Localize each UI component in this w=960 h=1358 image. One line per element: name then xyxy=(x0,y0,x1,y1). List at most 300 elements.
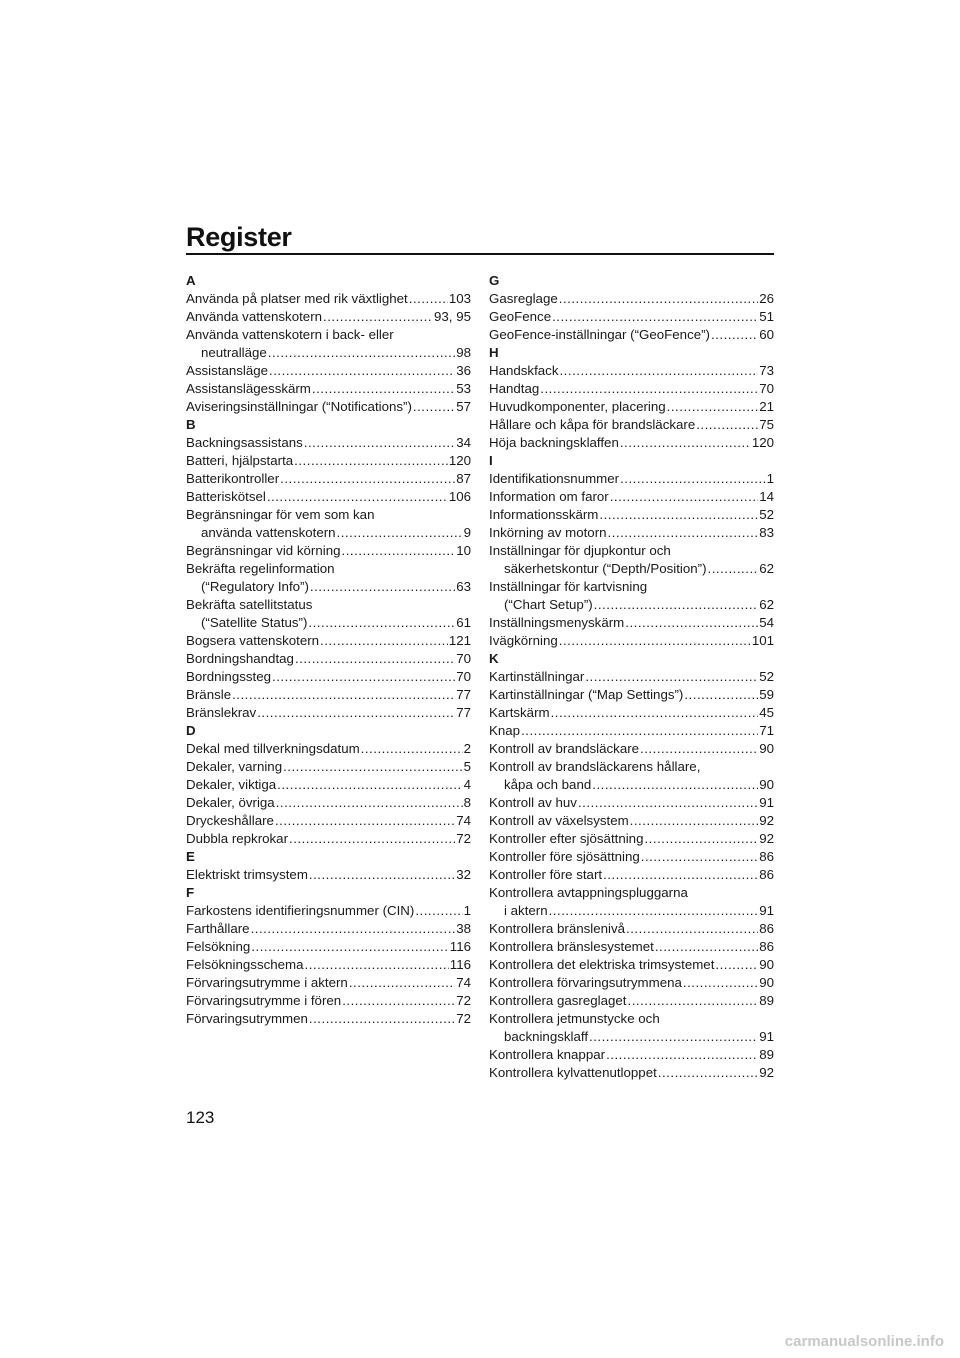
entry-term: Assistanslägesskärm xyxy=(186,381,311,396)
entry-page-ref: 86 xyxy=(759,849,774,864)
index-entry xyxy=(489,542,774,578)
dot-leader xyxy=(276,794,463,812)
entry-page-ref: 72 xyxy=(456,993,471,1008)
entry-page-ref: 70 xyxy=(456,669,471,684)
entry-term: Dryckeshållare xyxy=(186,813,274,828)
dot-leader xyxy=(608,524,759,542)
dot-leader xyxy=(268,344,455,362)
index-entry xyxy=(489,614,774,632)
entry-page-ref: 116 xyxy=(449,957,471,972)
entry-page-ref: 36 xyxy=(456,363,471,378)
index-entry xyxy=(489,290,774,308)
index-entry xyxy=(186,668,471,686)
entry-page-ref: 59 xyxy=(759,687,774,702)
dot-leader xyxy=(578,794,758,812)
index-entry xyxy=(489,848,774,866)
entry-term: Inställningar för djupkontur och xyxy=(489,543,671,558)
entry-term: Bordningshandtag xyxy=(186,651,294,666)
entry-term: Dekaler, övriga xyxy=(186,795,275,810)
dot-leader xyxy=(521,722,758,740)
entry-term: Bekräfta regelinformation xyxy=(186,561,335,576)
index-entry xyxy=(186,974,471,992)
dot-leader xyxy=(628,992,759,1010)
index-entry xyxy=(489,632,774,650)
section-letter: H xyxy=(489,345,499,360)
entry-term: backningsklaff xyxy=(504,1029,589,1044)
entry-page-ref: 21 xyxy=(759,399,774,414)
dot-leader xyxy=(309,866,455,884)
entry-page-ref: 87 xyxy=(456,471,471,486)
entry-term: Bordningssteg xyxy=(186,669,272,684)
index-entry xyxy=(489,398,774,416)
dot-leader xyxy=(283,758,463,776)
entry-term: Handskfack xyxy=(489,363,559,378)
entry-term: använda vattenskotern xyxy=(201,525,336,540)
dot-leader xyxy=(641,848,758,866)
entry-page-ref: 89 xyxy=(759,993,774,1008)
entry-term: Kontrollera förvaringsutrymmena xyxy=(489,975,682,990)
dot-leader xyxy=(257,704,455,722)
entry-page-ref: 90 xyxy=(759,777,774,792)
entry-page-ref: 92 xyxy=(759,1065,774,1080)
section-letter: F xyxy=(186,885,195,900)
index-entry xyxy=(489,722,774,740)
entry-term: Handtag xyxy=(489,381,540,396)
index-entry xyxy=(489,992,774,1010)
entry-page-ref: 121 xyxy=(448,633,471,648)
entry-term: Identifikationsnummer xyxy=(489,471,620,486)
entry-page-ref: 71 xyxy=(759,723,774,738)
dot-leader xyxy=(323,308,433,326)
dot-leader xyxy=(603,866,758,884)
index-entry xyxy=(489,416,774,434)
entry-page-ref: 62 xyxy=(759,597,774,612)
dot-leader xyxy=(337,524,463,542)
index-entry xyxy=(186,650,471,668)
entry-page-ref: 72 xyxy=(456,1011,471,1026)
index-entry xyxy=(186,992,471,1010)
entry-page-ref: 72 xyxy=(456,831,471,846)
index-entry xyxy=(489,488,774,506)
entry-term: Inställningsmenyskärm xyxy=(489,615,625,630)
index-entry xyxy=(489,326,774,344)
entry-page-ref: 90 xyxy=(759,957,774,972)
entry-page-ref: 10 xyxy=(456,543,471,558)
dot-leader xyxy=(251,938,448,956)
index-entry xyxy=(186,308,471,326)
entry-page-ref: 86 xyxy=(759,921,774,936)
index-entry xyxy=(186,794,471,812)
section-letter: K xyxy=(489,651,499,666)
entry-page-ref: 57 xyxy=(456,399,471,414)
entry-term: Farkostens identifieringsnummer (CIN) xyxy=(186,903,415,918)
entry-page-ref: 116 xyxy=(449,939,471,954)
index-entry xyxy=(489,506,774,524)
index-entry xyxy=(489,578,774,614)
entry-term: Använda på platser med rik växtlighet xyxy=(186,291,408,306)
dot-leader xyxy=(308,614,455,632)
entry-term: Bränslekrav xyxy=(186,705,257,720)
entry-term: Dekaler, varning xyxy=(186,759,283,774)
dot-leader xyxy=(610,488,758,506)
index-entry xyxy=(489,830,774,848)
entry-page-ref: 62 xyxy=(759,561,774,576)
dot-leader xyxy=(620,470,766,488)
index-entry xyxy=(186,398,471,416)
title-rule xyxy=(186,253,774,255)
dot-leader xyxy=(683,974,758,992)
index-entry xyxy=(186,632,471,650)
entry-term: säkerhetskontur (“Depth/Position”) xyxy=(504,561,707,576)
section-letter: I xyxy=(489,453,493,468)
index-entry xyxy=(186,434,471,452)
entry-page-ref: 86 xyxy=(759,939,774,954)
index-entry xyxy=(489,380,774,398)
entry-term: Kontrollera bränslenivå xyxy=(489,921,626,936)
dot-leader xyxy=(551,704,759,722)
entry-term: Dubbla repkrokar xyxy=(186,831,288,846)
dot-leader xyxy=(540,380,758,398)
entry-term: Bekräfta satellitstatus xyxy=(186,597,313,612)
entry-page-ref: 1 xyxy=(463,903,471,918)
dot-leader xyxy=(640,740,758,758)
entry-page-ref: 74 xyxy=(456,975,471,990)
entry-term: Kontroll av huv xyxy=(489,795,577,810)
entry-page-ref: 4 xyxy=(463,777,471,792)
dot-leader xyxy=(715,956,758,974)
index-entry xyxy=(489,1064,774,1082)
entry-term: Begränsningar vid körning xyxy=(186,543,341,558)
dot-leader xyxy=(309,1010,455,1028)
entry-term: Huvudkomponenter, placering xyxy=(489,399,666,414)
entry-term: Dekal med tillverkningsdatum xyxy=(186,741,360,756)
entry-term: Aviseringsinställningar (“Notifications”) xyxy=(186,399,412,414)
entry-page-ref: 2 xyxy=(463,741,471,756)
dot-leader xyxy=(626,920,758,938)
entry-term: Kontroll av brandsläckarens hållare, xyxy=(489,759,701,774)
entry-term: Inställningar för kartvisning xyxy=(489,579,648,594)
dot-leader xyxy=(667,398,759,416)
entry-term: Kontrollera bränslesystemet xyxy=(489,939,654,954)
entry-term: Kontroll av växelsystem xyxy=(489,813,629,828)
entry-term: Informationsskärm xyxy=(489,507,599,522)
entry-term: Batteriskötsel xyxy=(186,489,266,504)
entry-term: Kontrollera det elektriska trimsystemet xyxy=(489,957,715,972)
dot-leader xyxy=(320,632,448,650)
dot-leader xyxy=(684,686,758,704)
section-letter: E xyxy=(186,849,195,864)
dot-leader xyxy=(289,830,455,848)
entry-page-ref: 70 xyxy=(456,651,471,666)
entry-page-ref: 34 xyxy=(456,435,471,450)
index-entry xyxy=(489,866,774,884)
entry-term: Använda vattenskotern i back- eller xyxy=(186,327,394,342)
entry-page-ref: 120 xyxy=(751,435,774,450)
index-entry xyxy=(489,884,774,920)
entry-page-ref: 89 xyxy=(759,1047,774,1062)
entry-page-ref: 93, 95 xyxy=(434,309,471,324)
entry-page-ref: 92 xyxy=(759,813,774,828)
index-entry xyxy=(186,866,471,884)
index-entry xyxy=(186,956,471,974)
entry-page-ref: 86 xyxy=(759,867,774,882)
dot-leader xyxy=(409,290,448,308)
entry-page-ref: 106 xyxy=(448,489,471,504)
entry-page-ref: 9 xyxy=(463,525,471,540)
entry-term: Kontroller före sjösättning xyxy=(489,849,640,864)
entry-term: Kartinställningar xyxy=(489,669,585,684)
dot-leader xyxy=(644,830,758,848)
entry-term: Förvaringsutrymme i fören xyxy=(186,993,342,1008)
entry-term: i aktern xyxy=(504,903,548,918)
index-entry xyxy=(489,956,774,974)
entry-page-ref: 61 xyxy=(456,615,471,630)
entry-page-ref: 32 xyxy=(456,867,471,882)
dot-leader xyxy=(708,560,759,578)
index-entry xyxy=(186,542,471,560)
index-entry xyxy=(489,704,774,722)
entry-page-ref: 8 xyxy=(463,795,471,810)
entry-term: Kartskärm xyxy=(489,705,550,720)
index-entry xyxy=(186,776,471,794)
entry-page-ref: 77 xyxy=(456,705,471,720)
index-entry xyxy=(186,380,471,398)
entry-term: Använda vattenskotern xyxy=(186,309,323,324)
section-letter: B xyxy=(186,417,196,432)
index-entry xyxy=(489,668,774,686)
dot-leader xyxy=(304,434,455,452)
dot-leader xyxy=(275,812,455,830)
index-entry xyxy=(489,434,774,452)
index-entry xyxy=(489,1046,774,1064)
index-entry xyxy=(186,596,471,632)
entry-page-ref: 26 xyxy=(759,291,774,306)
entry-term: Backningsassistans xyxy=(186,435,303,450)
index-entry xyxy=(186,830,471,848)
entry-page-ref: 90 xyxy=(759,975,774,990)
entry-page-ref: 91 xyxy=(759,795,774,810)
entry-page-ref: 45 xyxy=(759,705,774,720)
dot-leader xyxy=(592,776,758,794)
section-letter: A xyxy=(186,273,196,288)
entry-term: kåpa och band xyxy=(504,777,592,792)
entry-term: GeoFence-inställningar (“GeoFence”) xyxy=(489,327,710,342)
entry-page-ref: 63 xyxy=(456,579,471,594)
entry-page-ref: 74 xyxy=(456,813,471,828)
section-letter: D xyxy=(186,723,196,738)
entry-page-ref: 77 xyxy=(456,687,471,702)
index-entry xyxy=(186,920,471,938)
index-entry xyxy=(186,938,471,956)
index-entry xyxy=(186,506,471,542)
index-entry xyxy=(489,686,774,704)
index-entry xyxy=(186,902,471,920)
dot-leader xyxy=(549,902,759,920)
dot-leader xyxy=(312,380,455,398)
index-entry xyxy=(186,704,471,722)
dot-leader xyxy=(559,632,751,650)
entry-page-ref: 91 xyxy=(759,1029,774,1044)
index-entry xyxy=(186,758,471,776)
index-entry xyxy=(186,362,471,380)
entry-term: Förvaringsutrymme i aktern xyxy=(186,975,348,990)
index-entry xyxy=(489,794,774,812)
entry-term: Dekaler, viktiga xyxy=(186,777,277,792)
index-entry xyxy=(186,290,471,308)
entry-term: (“Chart Setup”) xyxy=(504,597,593,612)
index-entry xyxy=(186,470,471,488)
entry-term: Kartinställningar (“Map Settings”) xyxy=(489,687,684,702)
dot-leader xyxy=(269,362,455,380)
entry-page-ref: 70 xyxy=(759,381,774,396)
index-entry xyxy=(489,758,774,794)
index-entry xyxy=(489,740,774,758)
entry-term: Kontroller före start xyxy=(489,867,603,882)
entry-page-ref: 51 xyxy=(759,309,774,324)
dot-leader xyxy=(630,812,759,830)
index-entry xyxy=(489,812,774,830)
entry-page-ref: 75 xyxy=(759,417,774,432)
entry-page-ref: 98 xyxy=(456,345,471,360)
dot-leader xyxy=(599,506,758,524)
entry-page-ref: 52 xyxy=(759,669,774,684)
dot-leader xyxy=(585,668,758,686)
entry-page-ref: 5 xyxy=(463,759,471,774)
dot-leader xyxy=(413,398,455,416)
index-entry xyxy=(186,560,471,596)
entry-term: Gasreglage xyxy=(489,291,558,306)
dot-leader xyxy=(280,470,455,488)
index-entry xyxy=(186,326,471,362)
entry-term: Kontroller efter sjösättning xyxy=(489,831,644,846)
dot-leader xyxy=(620,434,751,452)
index-entry xyxy=(186,488,471,506)
dot-leader xyxy=(559,362,758,380)
entry-page-ref: 53 xyxy=(456,381,471,396)
entry-term: Felsökningsschema xyxy=(186,957,304,972)
dot-leader xyxy=(267,488,448,506)
index-entry xyxy=(489,524,774,542)
entry-term: Kontrollera gasreglaget xyxy=(489,993,627,1008)
dot-leader xyxy=(342,542,456,560)
entry-term: Kontroll av brandsläckare xyxy=(489,741,640,756)
entry-term: Elektriskt trimsystem xyxy=(186,867,308,882)
entry-term: Förvaringsutrymmen xyxy=(186,1011,308,1026)
entry-term: Kontrollera jetmunstycke och xyxy=(489,1011,660,1026)
dot-leader xyxy=(232,686,455,704)
entry-term: Hållare och kåpa för brandsläckare xyxy=(489,417,696,432)
entry-term: Information om faror xyxy=(489,489,609,504)
index-entry xyxy=(489,308,774,326)
entry-term: GeoFence xyxy=(489,309,552,324)
index-entry xyxy=(186,452,471,470)
entry-term: Farthållare xyxy=(186,921,250,936)
index-entry xyxy=(186,686,471,704)
entry-term: Knap xyxy=(489,723,521,738)
dot-leader xyxy=(295,650,455,668)
entry-term: Kontrollera kylvattenutloppet xyxy=(489,1065,657,1080)
dot-leader xyxy=(305,956,449,974)
index-entry xyxy=(186,812,471,830)
dot-leader xyxy=(415,902,462,920)
entry-page-ref: 83 xyxy=(759,525,774,540)
page-number: 123 xyxy=(186,1108,215,1127)
entry-term: Assistansläge xyxy=(186,363,269,378)
entry-page-ref: 60 xyxy=(759,327,774,342)
entry-term: Inkörning av motorn xyxy=(489,525,607,540)
entry-page-ref: 120 xyxy=(448,453,471,468)
dot-leader xyxy=(294,452,448,470)
dot-leader xyxy=(559,290,758,308)
index-entry xyxy=(186,1010,471,1028)
entry-term: Ivägkörning xyxy=(489,633,558,648)
entry-page-ref: 103 xyxy=(448,291,471,306)
dot-leader xyxy=(251,920,456,938)
entry-term: Kontrollera knappar xyxy=(489,1047,606,1062)
index-column-right xyxy=(489,272,774,1082)
entry-term: Bogsera vattenskotern xyxy=(186,633,320,648)
index-entry xyxy=(489,470,774,488)
entry-page-ref: 52 xyxy=(759,507,774,522)
entry-page-ref: 54 xyxy=(759,615,774,630)
dot-leader xyxy=(272,668,455,686)
dot-leader xyxy=(342,992,455,1010)
dot-leader xyxy=(361,740,463,758)
entry-term: Batterikontroller xyxy=(186,471,280,486)
dot-leader xyxy=(310,578,455,596)
index-entry xyxy=(489,974,774,992)
dot-leader xyxy=(696,416,758,434)
entry-term: Batteri, hjälpstarta xyxy=(186,453,294,468)
entry-term: Begränsningar för vem som kan xyxy=(186,507,375,522)
entry-term: neutralläge xyxy=(201,345,267,360)
page-title: Register xyxy=(186,222,292,252)
dot-leader xyxy=(711,326,758,344)
entry-term: Felsökning xyxy=(186,939,251,954)
watermark: carmanualsonline.info xyxy=(784,1333,944,1350)
entry-page-ref: 90 xyxy=(759,741,774,756)
dot-leader xyxy=(658,1064,758,1082)
entry-page-ref: 101 xyxy=(751,633,774,648)
index-column-left xyxy=(186,272,471,1028)
entry-page-ref: 92 xyxy=(759,831,774,846)
dot-leader xyxy=(589,1028,758,1046)
index-entry xyxy=(489,938,774,956)
entry-term: Kontrollera avtappningspluggarna xyxy=(489,885,688,900)
entry-page-ref: 91 xyxy=(759,903,774,918)
dot-leader xyxy=(625,614,758,632)
entry-term: (“Regulatory Info”) xyxy=(201,579,309,594)
dot-leader xyxy=(594,596,759,614)
entry-page-ref: 14 xyxy=(759,489,774,504)
entry-page-ref: 1 xyxy=(766,471,774,486)
dot-leader xyxy=(655,938,758,956)
dot-leader xyxy=(277,776,462,794)
entry-term: Bränsle xyxy=(186,687,232,702)
dot-leader xyxy=(606,1046,758,1064)
section-letter: G xyxy=(489,273,500,288)
index-entry xyxy=(489,920,774,938)
dot-leader xyxy=(552,308,758,326)
index-entry xyxy=(489,362,774,380)
index-entry xyxy=(186,740,471,758)
entry-term: Höja backningsklaffen xyxy=(489,435,619,450)
entry-term: (“Satellite Status”) xyxy=(201,615,308,630)
entry-page-ref: 73 xyxy=(759,363,774,378)
dot-leader xyxy=(349,974,455,992)
index-entry xyxy=(489,1010,774,1046)
entry-page-ref: 38 xyxy=(456,921,471,936)
